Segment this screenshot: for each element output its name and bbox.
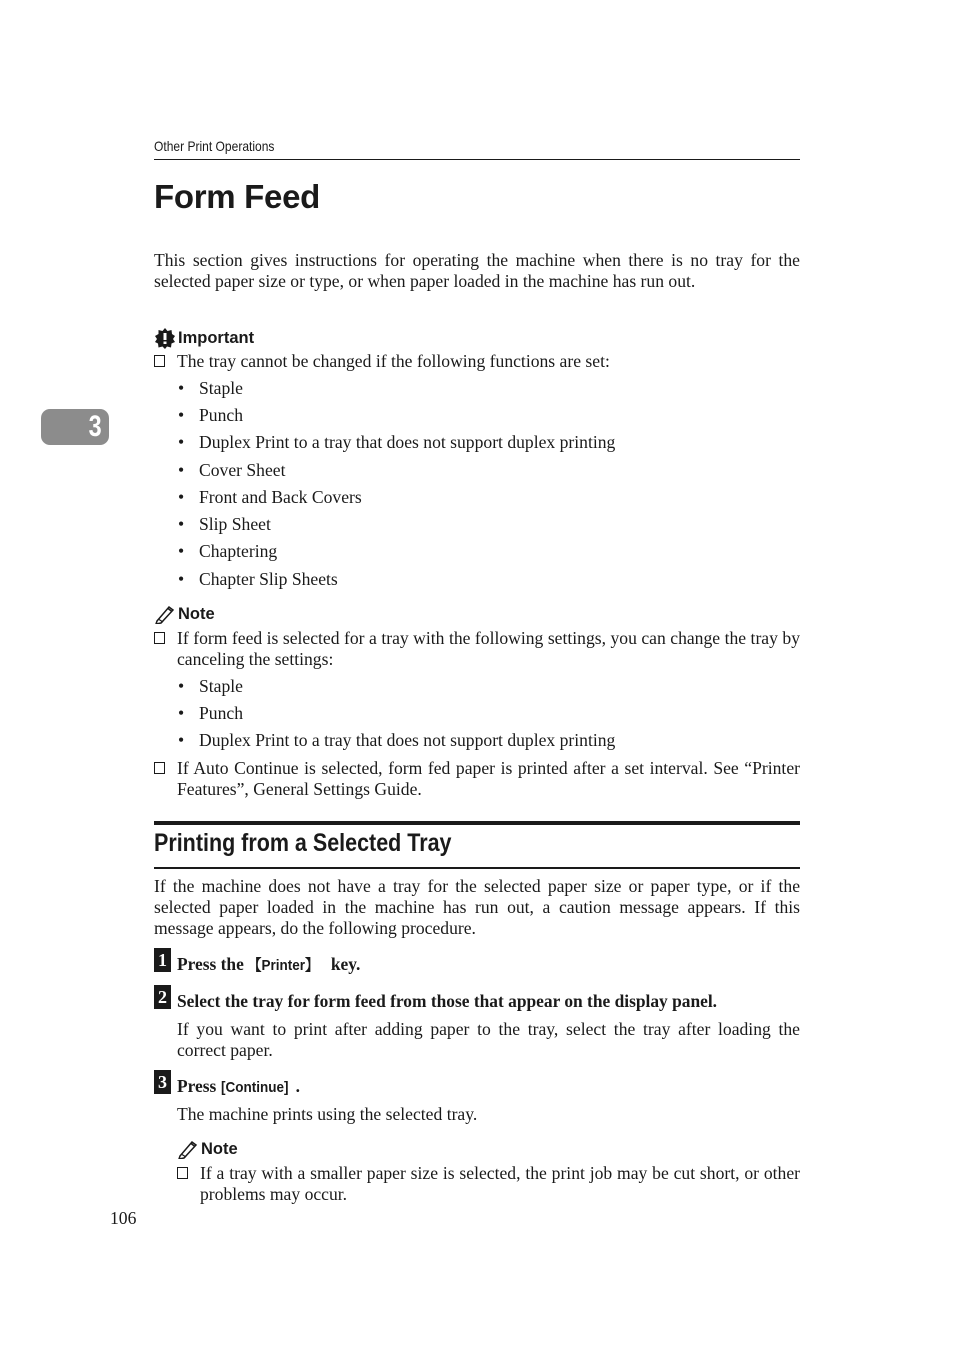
section-title: Printing from a Selected Tray	[154, 829, 452, 857]
section-intro: If the machine does not have a tray for the selected paper size or paper type, or if the selected paper loaded in the machine has run out, a caution message appears. If this message appears, do the following procedure.	[154, 876, 800, 938]
header-rule	[154, 159, 800, 160]
note-item: If form feed is selected for a tray with the following settings, you can change the tray by canceling the settings:	[154, 628, 800, 670]
pencil-icon	[154, 604, 176, 624]
important-item: The tray cannot be changed if the following functions are set:	[154, 351, 800, 372]
step-2-body: If you want to print after adding paper to the tray, select the tray after loading the correct paper.	[177, 1019, 800, 1060]
step-3-body: The machine prints using the selected tray.	[177, 1104, 478, 1124]
note-heading	[177, 1138, 238, 1160]
section-rule-bottom	[154, 867, 800, 869]
list-item: • Front and Back Covers	[178, 487, 362, 507]
list-item: • Staple	[178, 378, 243, 398]
note-heading	[154, 603, 215, 625]
list-item: • Staple	[178, 676, 243, 696]
list-item: • Punch	[178, 405, 243, 425]
important-heading	[154, 327, 254, 349]
note-item: If a tray with a smaller paper size is selected, the print job may be cut short, or other problems may occur.	[177, 1163, 800, 1205]
list-item: • Chapter Slip Sheets	[178, 569, 338, 589]
pencil-icon	[177, 1139, 199, 1159]
chapter-tab	[41, 409, 109, 445]
step-number: 1	[154, 948, 171, 972]
page-number: 106	[110, 1208, 137, 1228]
note-label: Note	[178, 604, 215, 623]
list-item: • Duplex Print to a tray that does not support duplex printing	[178, 432, 616, 452]
page-title: Form Feed	[154, 178, 320, 215]
intro-paragraph: This section gives instructions for operating the machine when there is no tray for the selected paper size or type, or when paper loaded in the machine has run out.	[154, 250, 800, 291]
list-item: • Punch	[178, 703, 243, 723]
step-text: Press [Continue] .	[177, 1076, 300, 1096]
chapter-number: 3	[88, 410, 102, 443]
note-item: If Auto Continue is selected, form fed paper is printed after a set interval. See “Printer Features”, General Settings Guide.	[154, 758, 800, 800]
step-number: 3	[154, 1070, 171, 1094]
printer-key: 【Printer】	[248, 957, 319, 974]
note-label: Note	[201, 1139, 238, 1158]
checkbox-icon	[154, 632, 165, 644]
list-item: • Duplex Print to a tray that does not support duplex printing	[178, 730, 616, 750]
important-icon	[154, 327, 176, 349]
section-rule-top	[154, 821, 800, 825]
checkbox-icon	[154, 355, 165, 367]
continue-key: [Continue]	[220, 1079, 289, 1096]
step-number: 2	[154, 985, 171, 1009]
important-label: Important	[178, 328, 255, 347]
list-item: • Slip Sheet	[178, 514, 271, 534]
list-item: • Cover Sheet	[178, 460, 286, 480]
list-item: • Chaptering	[178, 541, 278, 561]
step-text: Select the tray for form feed from those that appear on the display panel.	[177, 991, 718, 1011]
checkbox-icon	[177, 1167, 188, 1179]
step-text: Press the 【Printer】 key.	[177, 954, 361, 974]
running-header: Other Print Operations	[154, 138, 275, 154]
checkbox-icon	[154, 762, 165, 774]
